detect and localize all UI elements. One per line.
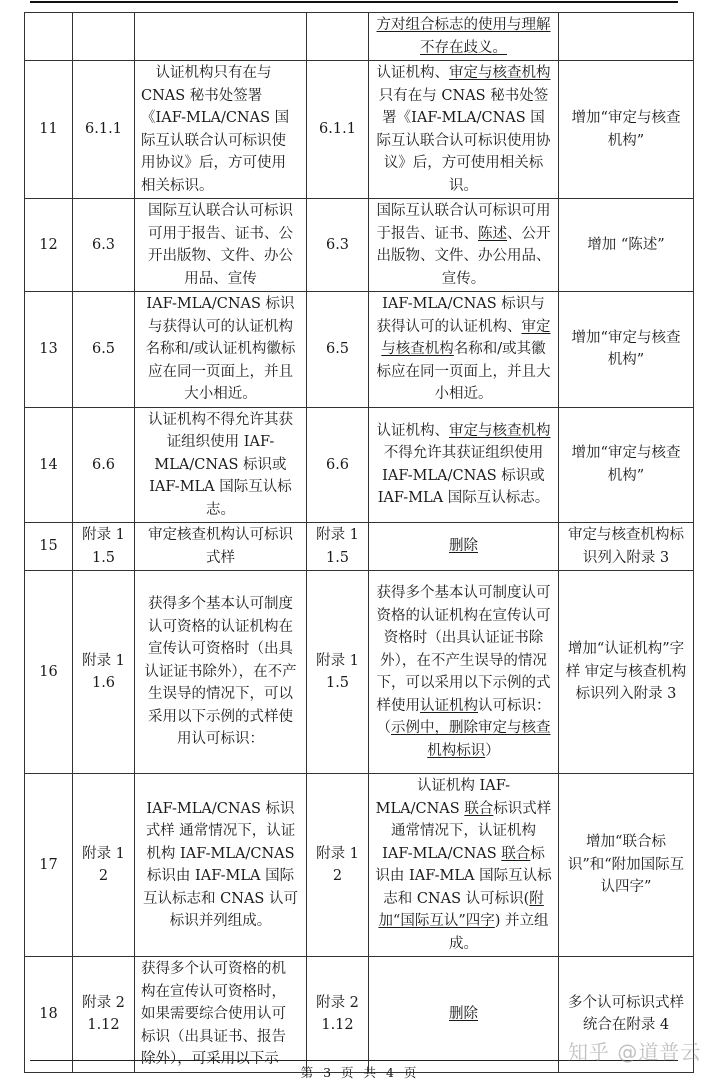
revision-note: 增加“联合标识”和“附加国际互认四字” — [559, 774, 694, 957]
old-text: IAF-MLA/CNAS 标识式样 通常情况下，认证机构 IAF-MLA/CNAS 标识由 IAF-MLA 国际互认标志和 CNAS 认可标识并列组成。 — [135, 774, 307, 957]
row-number: 15 — [25, 523, 73, 571]
revision-comparison-table — [24, 12, 694, 1073]
row-number: 17 — [25, 774, 73, 957]
new-text-part: 标识由 IAF-MLA 国际互认标志和 CNAS 认可标识( — [375, 845, 552, 907]
new-text — [369, 13, 559, 61]
revision-note: 多个认可标识式样统合在附录 4 — [559, 957, 694, 1073]
table-row — [25, 292, 694, 408]
new-clause: 附录 1 1.5 — [307, 571, 369, 774]
new-text-part: 方对组合标志的使用与理解不存在歧义。 — [376, 17, 551, 56]
new-text — [369, 292, 559, 408]
old-clause: 附录 2 1.12 — [73, 957, 135, 1073]
new-text-part: IAF-MLA/CNAS 标识与获得认可的认证机构、 — [376, 296, 545, 335]
old-clause: 6.1.1 — [73, 61, 135, 199]
old-clause — [73, 13, 135, 61]
new-text-part: 国际互认联合认可标识可用于报告、证书、 — [376, 203, 551, 242]
new-text — [369, 407, 559, 523]
new-text-part-underlined: 审定与核查机构 — [449, 65, 551, 81]
table-row — [25, 571, 694, 774]
header-rule — [30, 1, 678, 3]
new-text-part-underlined: 联合 — [501, 845, 531, 862]
old-text: IAF-MLA/CNAS 标识与获得认可的认证机构名称和/或认证机构徽标应在同一页面上，并且大小相近。 — [135, 292, 307, 408]
new-clause: 6.1.1 — [307, 61, 369, 199]
new-text-part: 认证机构、 — [376, 65, 449, 81]
old-text: 获得多个基本认可制度认可资格的认证机构在宣传认可资格时（出具认证证书除外），在不产生误导的情况下，可以采用以下示例的式样使用认可标识： — [135, 571, 307, 774]
row-number — [25, 13, 73, 61]
new-clause: 6.5 — [307, 292, 369, 408]
old-text: 认证机构不得允许其获证组织使用 IAF-MLA/CNAS 标识或 IAF-MLA 国际互认标志。 — [135, 407, 307, 523]
new-text-part-underlined: 审定与核查机构 — [381, 318, 551, 357]
revision-note: 审定与核查机构标识列入附录 3 — [559, 523, 694, 571]
old-text: 获得多个认可资格的机构在宣传认可资格时，如果需要综合使用认可标识（出具证书、报告除外），可采用以下示 — [135, 957, 307, 1073]
new-clause: 附录 2 1.12 — [307, 957, 369, 1073]
new-clause: 6.3 — [307, 199, 369, 292]
new-text-part: 不得允许其获证组织使用 IAF-MLA/CNAS 标识或 IAF-MLA 国际互认标志。 — [377, 445, 550, 507]
revision-note: 增加“认证机构”字样 审定与核查机构标识列入附录 3 — [559, 571, 694, 774]
revision-note: 增加“审定与核查机构” — [559, 61, 694, 199]
new-text-part: ） — [485, 742, 500, 759]
new-text-part: 标识式样 通常情况下，认证机构 IAF-MLA/CNAS — [382, 800, 552, 862]
row-number: 12 — [25, 199, 73, 292]
old-clause: 6.6 — [73, 407, 135, 523]
new-text-part: 、公开出版物、文件、办公用品、宣传。 — [376, 225, 551, 287]
table-row — [25, 407, 694, 523]
page-number: 第 3 页 共 4 页 — [300, 1065, 420, 1080]
new-text-part-underlined: 陈述 — [478, 225, 507, 242]
new-text-part: 只有在与 CNAS 秘书处签署《IAF-MLA/CNAS 国际互认联合认可标识使用协议》后，方可使用相关标识。 — [376, 87, 551, 194]
revision-note: 增加“审定与核查机构” — [559, 292, 694, 408]
new-text-part-underlined: 附加“国际互认”四字 — [378, 890, 544, 929]
old-clause: 附录 1 1.5 — [73, 523, 135, 571]
row-number: 11 — [25, 61, 73, 199]
delete-marker: 删除 — [449, 538, 478, 555]
new-text-part: 认证机构 IAF-MLA/CNAS — [375, 778, 511, 817]
watermark: 知乎 @道普云 — [568, 1040, 702, 1064]
table-row — [25, 199, 694, 292]
new-text — [369, 523, 559, 571]
old-clause: 附录 1 2 — [73, 774, 135, 957]
old-text: 国际互认联合认可标识可用于报告、证书、公开出版物、文件、办公用品、宣传 — [135, 199, 307, 292]
new-text-part: 认证机构、 — [376, 422, 449, 439]
new-text-part-underlined: 认证机构 — [420, 697, 478, 714]
new-text-part: 获得多个基本认可制度认可资格的认证机构在宣传认可资格时（出具认证证书除外），在不产生误导的情况下，可以采用以下示例的式样使用 — [376, 585, 551, 714]
revision-note — [559, 13, 694, 61]
new-text-part: 名称和/或其徽标应在同一页面上，并且大小相近。 — [376, 341, 551, 402]
new-clause: 6.6 — [307, 407, 369, 523]
row-number: 18 — [25, 957, 73, 1073]
row-number: 16 — [25, 571, 73, 774]
old-text: 认证机构只有在与 CNAS 秘书处签署《IAF-MLA/CNAS 国际互认联合认可标识使用协议》后，方可使用相关标识。 — [135, 61, 307, 199]
old-clause: 6.3 — [73, 199, 135, 292]
new-text — [369, 199, 559, 292]
new-text-part: 认可标识：（ — [376, 697, 551, 736]
old-text: 审定核查机构认可标识式样 — [135, 523, 307, 571]
new-text-part-underlined: 审定与核查机构 — [449, 422, 551, 439]
old-clause: 6.5 — [73, 292, 135, 408]
new-text-part-underlined: 联合 — [464, 800, 494, 817]
new-text — [369, 774, 559, 957]
new-text-part: ) 并立组成。 — [449, 913, 549, 952]
new-text-part-underlined: 示例中，删除审定与核查机构标识 — [391, 720, 551, 759]
old-clause: 附录 1 1.6 — [73, 571, 135, 774]
table-row — [25, 61, 694, 199]
row-number: 14 — [25, 407, 73, 523]
old-text — [135, 13, 307, 61]
new-text — [369, 61, 559, 199]
new-clause: 附录 1 2 — [307, 774, 369, 957]
revision-note: 增加“审定与核查机构” — [559, 407, 694, 523]
table-row — [25, 774, 694, 957]
new-text — [369, 571, 559, 774]
revision-note: 增加 “陈述” — [559, 199, 694, 292]
new-clause: 附录 1 1.5 — [307, 523, 369, 571]
new-text — [369, 957, 559, 1073]
table-row — [25, 523, 694, 571]
delete-marker: 删除 — [449, 1006, 478, 1022]
table-row — [25, 13, 694, 61]
row-number: 13 — [25, 292, 73, 408]
new-clause — [307, 13, 369, 61]
